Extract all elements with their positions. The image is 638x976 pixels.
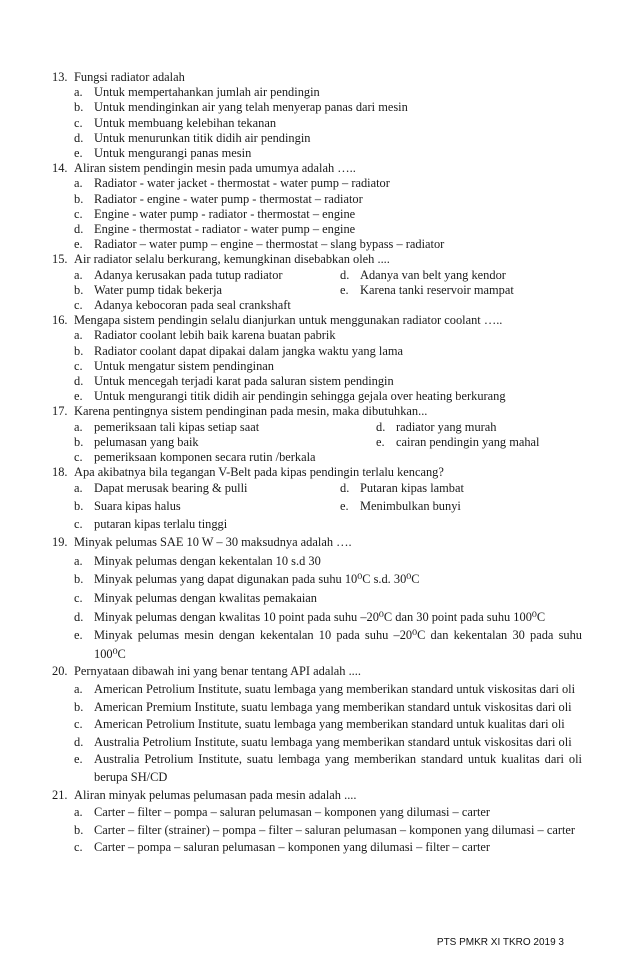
option-a: a. Minyak pelumas dengan kekentalan 10 s.d 30 bbox=[74, 553, 321, 568]
option-e: e. Radiator – water pump – engine – thermostat – slang bypass – radiator bbox=[74, 237, 445, 252]
question-15 bbox=[52, 252, 582, 313]
option-row bbox=[74, 480, 582, 498]
option-d: d. Untuk menurunkan titik didih air pendingin bbox=[74, 130, 311, 145]
option-c: c. Untuk mengatur sistem pendinginan bbox=[74, 358, 274, 373]
option-d: d. Adanya van belt yang kendor bbox=[340, 267, 506, 282]
question-number: 15. bbox=[52, 252, 68, 267]
option-b: b. Suara kipas halus bbox=[74, 499, 181, 514]
question-number: 13. bbox=[52, 70, 68, 84]
option-b: b. American Premium Institute, suatu lembaga yang memberikan standard untuk viskositas dari oli bbox=[74, 699, 572, 714]
option-e: e. Untuk mengurangi panas mesin bbox=[74, 146, 252, 161]
option-c: c. American Petrolium Institute, suatu lembaga yang memberikan standard untuk kualitas dari oli bbox=[74, 717, 565, 732]
option-d: d. Engine - thermostat - radiator - water pump – engine bbox=[74, 222, 356, 237]
option-b: b. Untuk mendinginkan air yang telah menyerap panas dari mesin bbox=[74, 100, 408, 115]
question-text: Karena pentingnya sistem pendinginan pada mesin, maka dibutuhkan... bbox=[74, 404, 428, 419]
option-c: c. putaran kipas terlalu tinggi bbox=[74, 516, 228, 531]
option-a: a. Dapat merusak bearing & pulli bbox=[74, 481, 248, 496]
option-a: a. Adanya kerusakan pada tutup radiator bbox=[74, 267, 283, 282]
option-c: c. Minyak pelumas dengan kwalitas pemakaian bbox=[74, 591, 317, 606]
question-number: 14. bbox=[52, 161, 68, 176]
option-a: a. Radiator - water jacket - thermostat - water pump – radiator bbox=[74, 176, 390, 191]
option-a: a. American Petrolium Institute, suatu lembaga yang memberikan standard untuk viskositas dari oli bbox=[74, 682, 576, 697]
option-a: a. Untuk mempertahankan jumlah air pendingin bbox=[74, 85, 320, 100]
question-text: Mengapa sistem pendingin selalu dianjurkan untuk menggunakan radiator coolant ….. bbox=[74, 313, 503, 328]
question-21 bbox=[52, 787, 582, 857]
option-row bbox=[74, 435, 582, 450]
question-number: 21. bbox=[52, 787, 68, 802]
option-d: d. Putaran kipas lambat bbox=[340, 481, 464, 496]
option-a: a. pemeriksaan tali kipas setiap saat bbox=[74, 419, 260, 434]
question-number: 19. bbox=[52, 535, 68, 550]
option-c: c. Adanya kebocoran pada seal crankshaft bbox=[74, 298, 291, 313]
option-b: b. Carter – filter (strainer) – pompa – filter – saluran pelumasan – komponen yang dilumasi – carter bbox=[74, 822, 576, 837]
question-number: 16. bbox=[52, 313, 68, 328]
option-a: a. Carter – filter – pompa – saluran pelumasan – komponen yang dilumasi – carter bbox=[74, 805, 491, 820]
option-b: b. Minyak pelumas yang dapat digunakan pada suhu 10⁰C s.d. 30⁰C bbox=[74, 572, 420, 587]
option-a: a. Radiator coolant lebih baik karena buatan pabrik bbox=[74, 328, 336, 343]
option-b: b. Radiator coolant dapat dipakai dalam jangka waktu yang lama bbox=[74, 343, 403, 358]
question-16 bbox=[52, 313, 582, 404]
option-b: b. pelumasan yang baik bbox=[74, 434, 199, 449]
option-c: c. Untuk membuang kelebihan tekanan bbox=[74, 115, 277, 130]
question-text: Pernyataan dibawah ini yang benar tentang API adalah .... bbox=[74, 664, 361, 679]
question-19 bbox=[52, 533, 582, 663]
option-e: e. Untuk mengurangi titik didih air pendingin sehingga gejala over heating berkurang bbox=[74, 389, 506, 404]
option-e: e. Karena tanki reservoir mampat bbox=[340, 282, 514, 297]
question-17 bbox=[52, 404, 582, 465]
option-row bbox=[74, 268, 582, 283]
option-e: e. cairan pendingin yang mahal bbox=[376, 434, 540, 449]
page-footer: PTS PMKR XI TKRO 2019 3 bbox=[436, 937, 564, 948]
question-number: 18. bbox=[52, 465, 68, 480]
option-b: b. Radiator - engine - water pump - thermostat – radiator bbox=[74, 191, 363, 206]
question-13 bbox=[52, 70, 582, 161]
question-number: 17. bbox=[52, 404, 68, 419]
option-d: d. Australia Petrolium Institute, suatu lembaga yang memberikan standard untuk viskositas dari oli bbox=[74, 734, 572, 749]
question-text: Apa akibatnya bila tegangan V-Belt pada kipas pendingin terlalu kencang? bbox=[74, 465, 444, 480]
question-text: Fungsi radiator adalah bbox=[74, 70, 185, 84]
option-e: e. Australia Petrolium Institute, suatu lembaga yang memberikan standard untuk kualitas dari oli berupa SH/CD bbox=[74, 752, 582, 784]
question-list bbox=[52, 70, 582, 857]
option-row bbox=[74, 498, 582, 516]
option-d: d. Untuk mencegah terjadi karat pada saluran sistem pendingin bbox=[74, 374, 394, 389]
option-b: b. Water pump tidak bekerja bbox=[74, 282, 223, 297]
question-18 bbox=[52, 465, 582, 533]
question-number: 20. bbox=[52, 664, 68, 679]
question-text: Minyak pelumas SAE 10 W – 30 maksudnya adalah …. bbox=[74, 535, 352, 550]
option-d: d. radiator yang murah bbox=[376, 419, 497, 434]
option-row bbox=[74, 283, 582, 298]
question-text: Aliran minyak pelumas pelumasan pada mesin adalah .... bbox=[74, 787, 357, 802]
option-c: c. pemeriksaan komponen secara rutin /berkala bbox=[74, 450, 316, 465]
option-c: c. Carter – pompa – saluran pelumasan – komponen yang dilumasi – filter – carter bbox=[74, 840, 491, 855]
option-e: e. Menimbulkan bunyi bbox=[340, 499, 461, 514]
option-e: e. Minyak pelumas mesin dengan kekentalan 10 pada suhu –20⁰C dan kekentalan 30 pada suhu 100⁰C bbox=[74, 628, 582, 661]
question-14 bbox=[52, 161, 582, 252]
question-text: Air radiator selalu berkurang, kemungkinan disebabkan oleh .... bbox=[74, 252, 390, 267]
question-20 bbox=[52, 663, 582, 786]
option-d: d. Minyak pelumas dengan kwalitas 10 point pada suhu –20⁰C dan 30 point pada suhu 100⁰C bbox=[74, 609, 546, 624]
option-c: c. Engine - water pump - radiator - thermostat – engine bbox=[74, 206, 356, 221]
question-text: Aliran sistem pendingin mesin pada umumya adalah ….. bbox=[74, 161, 356, 176]
option-row bbox=[74, 420, 582, 435]
